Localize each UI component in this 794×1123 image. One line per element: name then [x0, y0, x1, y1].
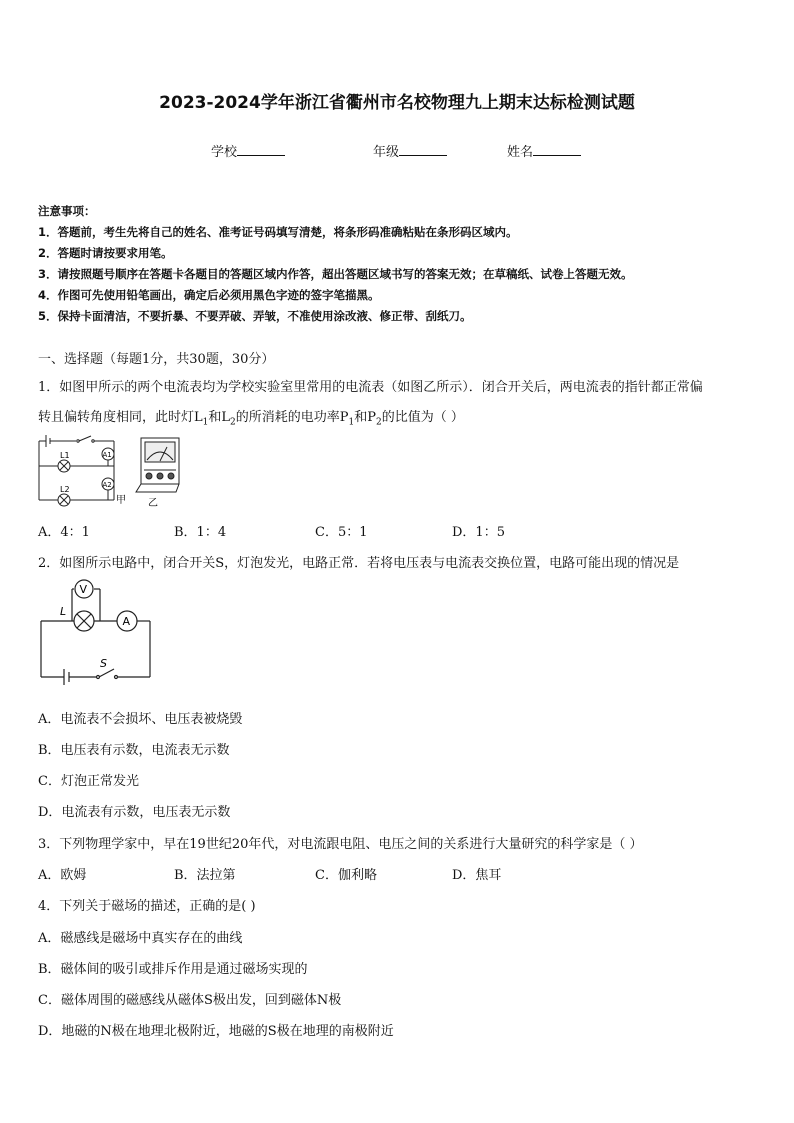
q3-option-c[interactable]: C．伽利略 — [315, 868, 377, 883]
q2-option-a[interactable]: A．电流表不会损坏、电压表被烧毁 — [38, 712, 243, 727]
q1-label-a1: A1 — [102, 451, 112, 459]
school-field — [211, 141, 285, 160]
q4-option-a[interactable]: A．磁感线是磁场中真实存在的曲线 — [38, 931, 243, 946]
notice-item-1: 1．答题前，考生先将自己的姓名、准考证号码填写清楚，将条形码准确粘贴在条形码区域内。 — [38, 225, 518, 239]
notice-heading: 注意事项： — [38, 204, 96, 218]
q1-option-d[interactable]: D．1：5 — [452, 525, 505, 540]
q1-sub-2: 2 — [230, 417, 236, 428]
notice-item-3: 3．请按照题号顺序在答题卡各题目的答题区域内作答，超出答题区域书写的答案无效；在草稿纸、试卷上答题无效。 — [38, 267, 633, 281]
q2-label-a: A — [122, 615, 131, 628]
grade-blank[interactable] — [399, 143, 447, 156]
section-heading: 一、选择题（每题1分，共30题，30分） — [38, 352, 275, 367]
q3-option-a[interactable]: A．欧姆 — [38, 868, 87, 883]
grade-label: 年级 — [373, 145, 400, 160]
q2-label-l: L — [60, 605, 67, 618]
q4-option-c[interactable]: C．磁体周围的磁感线从磁体S极出发，回到磁体N极 — [38, 993, 342, 1008]
notice-item-4: 4．作图可先使用铅笔画出，确定后必须用黑色字迹的签字笔描黑。 — [38, 288, 380, 302]
q4-option-d[interactable]: D．地磁的N极在地理北极附近，地磁的S极在地理的南极附近 — [38, 1024, 394, 1039]
q2-stem: 2．如图所示电路中，闭合开关S，灯泡发光，电路正常．若将电压表与电流表交换位置，电路可能出现的情况是 — [38, 556, 680, 571]
q4-option-b[interactable]: B．磁体间的吸引或排斥作用是通过磁场实现的 — [38, 962, 308, 977]
q2-option-b[interactable]: B．电压表有示数，电流表无示数 — [38, 743, 230, 758]
q3-option-b[interactable]: B．法拉第 — [174, 868, 236, 883]
q1-text-d: 和P — [354, 410, 376, 425]
notice-item-2: 2．答题时请按要求用笔。 — [38, 246, 173, 260]
q1-label-l1: L1 — [60, 451, 70, 460]
q1-text-e: 的比值为（ ） — [381, 410, 464, 425]
q2-option-c[interactable]: C．灯泡正常发光 — [38, 774, 139, 789]
q2-label-s: S — [100, 657, 107, 670]
q3-stem: 3．下列物理学家中，早在19世纪20年代，对电流跟电阻、电压之间的关系进行大量研究的科学家是（ ） — [38, 837, 643, 852]
q1-sub-1: 1 — [202, 417, 209, 428]
q1-option-c[interactable]: C．5：1 — [315, 525, 368, 540]
name-field — [507, 141, 581, 160]
page-title: 2023-2024学年浙江省衢州市名校物理九上期末达标检测试题 — [159, 93, 635, 113]
q1-stem-line1: 1．如图甲所示的两个电流表均为学校实验室里常用的电流表（如图乙所示）．闭合开关后，两电流表的指针都正常偏 — [38, 380, 703, 395]
q1-text-a: 转且偏转角度相同，此时灯L — [38, 410, 203, 425]
q2-circuit-figure — [38, 578, 154, 690]
q3-option-d[interactable]: D．焦耳 — [452, 868, 502, 883]
q1-label-l2: L2 — [60, 485, 70, 494]
q1-text-b: 和L — [208, 410, 231, 425]
q1-option-b[interactable]: B．1：4 — [174, 525, 227, 540]
q2-option-d[interactable]: D．电流表有示数，电压表无示数 — [38, 805, 231, 820]
q1-label-yi: 乙 — [148, 498, 158, 509]
name-label: 姓名 — [507, 145, 534, 160]
q4-stem: 4．下列关于磁场的描述，正确的是( ) — [38, 899, 256, 914]
q1-label-a2: A2 — [102, 481, 112, 489]
q1-sub-3: 1 — [348, 417, 355, 428]
name-blank[interactable] — [533, 143, 581, 156]
notice-item-5: 5．保持卡面清洁，不要折暴、不要弄破、弄皱，不准使用涂改液、修正带、刮纸刀。 — [38, 309, 472, 323]
q1-label-jia: 甲 — [116, 495, 126, 506]
q2-label-v: V — [79, 583, 88, 596]
school-label: 学校 — [211, 145, 238, 160]
school-blank[interactable] — [237, 143, 285, 156]
q1-sub-4: 2 — [375, 417, 382, 428]
grade-field — [373, 141, 447, 160]
q1-option-a[interactable]: A．4：1 — [38, 525, 90, 540]
q1-stem-line2 — [38, 406, 464, 428]
q1-text-c: 的所消耗的电功率P — [235, 410, 349, 425]
q1-circuit-figure — [36, 434, 186, 510]
